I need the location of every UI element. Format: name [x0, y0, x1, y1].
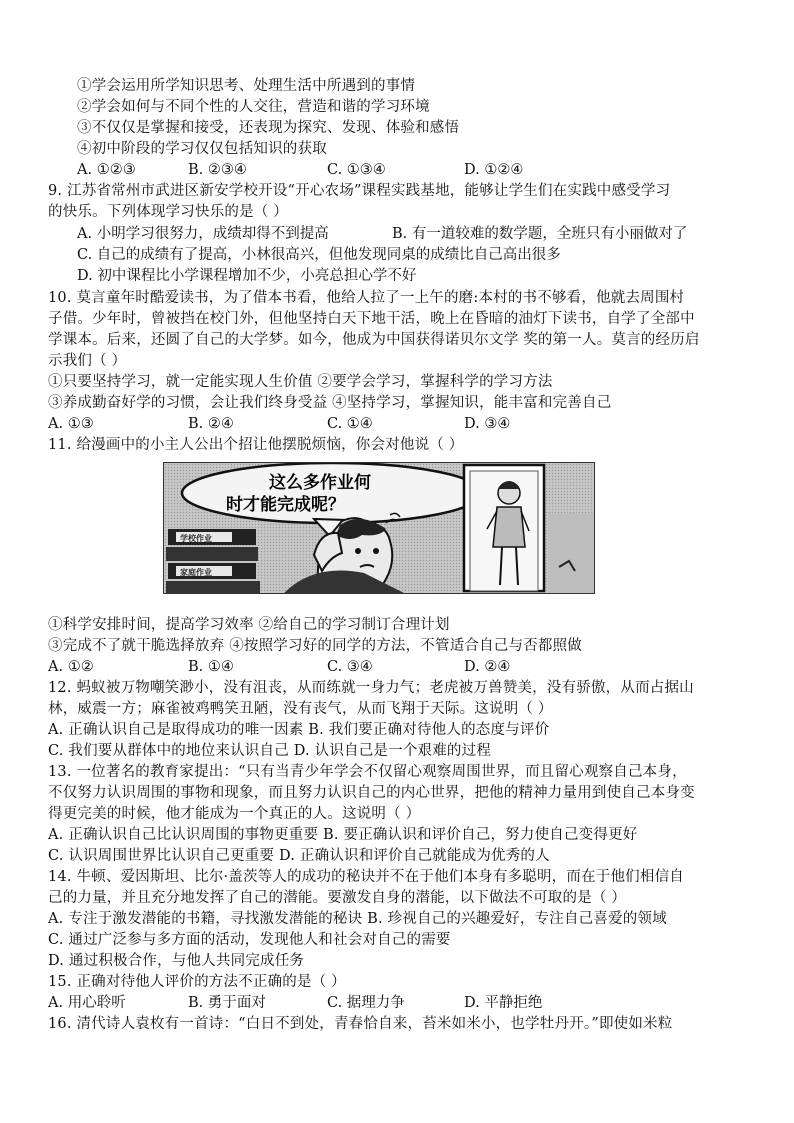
- q14-stem-line-2: 己的力量，并且充分地发挥了自己的潜能。要激发自身的潜能，以下做法不可取的是（ ）: [48, 890, 627, 906]
- q13-options-ab: A. 正确认识自己比认识周围的事物更重要 B. 要正确认识和评价自己，努力使自己变得更好: [48, 827, 638, 843]
- q10-stem-line-2: 子借。少年时，曾被挡在校门外，但他坚持白天下地干活，晚上在昏暗的油灯下读书，自学了全部中: [48, 311, 695, 327]
- q11-option-d: D. ②④: [464, 659, 511, 675]
- q11-item-line-2: ③完成不了就干脆选择放弃 ④按照学习好的同学的方法，不管适合自己与否都照做: [48, 638, 583, 654]
- q10-option-c: C. ①④: [327, 416, 373, 432]
- q8-item-3: ③不仅仅是掌握和接受，还表现为探究、发现、体验和感悟: [77, 120, 460, 136]
- q11-option-b: B. ①④: [188, 659, 234, 675]
- q10-option-b: B. ②④: [188, 416, 234, 432]
- book-label-school: 学校作业: [180, 534, 212, 543]
- q8-option-d: D. ①②④: [464, 162, 524, 178]
- q10-item-line-2: ③养成勤奋好学的习惯，会让我们终身受益 ④坚持学习，掌握知识，能丰富和完善自己: [48, 395, 612, 411]
- cartoon-bubble-line-2: 时才能完成呢？: [226, 495, 345, 515]
- q9-option-a: A. 小明学习很努力，成绩却得不到提高: [77, 226, 329, 242]
- q13-stem-line-2: 不仅努力认识周围的事物和现象，而且努力认识自己的内心世界，把他的精神力量用到使自己本身变: [48, 785, 695, 801]
- q8-item-4: ④初中阶段的学习仅仅包括知识的获取: [77, 141, 327, 157]
- q9-stem-line-2: 的快乐。下列体现学习快乐的是（ ）: [48, 204, 289, 220]
- q10-item-line-1: ①只要坚持学习，就一定能实现人生价值 ②要学会学习，掌握科学的学习方法: [48, 374, 553, 390]
- q11-item-line-1: ①科学安排时间，提高学习效率 ②给自己的学习制订合理计划: [48, 617, 450, 633]
- q15-option-c: C. 据理力争: [327, 995, 405, 1011]
- q12-stem-line-2: 林，威震一方；麻雀被鸡鸭笑丑陋，没有丧气，从而飞翔于天际。这说明（ ）: [48, 701, 553, 717]
- q8-option-b: B. ②③④: [188, 162, 247, 178]
- q8-option-a: A. ①②③: [77, 162, 136, 178]
- q13-stem-line-3: 得更完美的时候，他才能成为一个真正的人。这说明（ ）: [48, 806, 421, 822]
- q14-stem-line-1: 14. 牛顿、爱因斯坦、比尔·盖茨等人的成功的秘诀并不在于他们本身有多聪明，而在于他们相信自: [48, 869, 684, 885]
- q10-option-d: D. ③④: [464, 416, 511, 432]
- q10-stem-line-1: 10. 莫言童年时酷爱读书，为了借本书看，他给人拉了一上午的磨:本村的书不够看，他就去周围村: [48, 290, 685, 306]
- q9-stem-line-1: 9. 江苏省常州市武进区新安学校开设“开心农场”课程实践基地，能够让学生们在实践中感受学习: [48, 183, 671, 199]
- q9-option-c: C. 自己的成绩有了提高，小林很高兴，但他发现同桌的成绩比自己高出很多: [77, 247, 561, 263]
- q8-item-2: ②学会如何与不同个性的人交往，营造和谐的学习环境: [77, 99, 430, 115]
- q11-stem: 11. 给漫画中的小主人公出个招让他摆脱烦恼，你会对他说（ ）: [48, 437, 464, 453]
- q8-item-1: ①学会运用所学知识思考、处理生活中所遇到的事情: [77, 78, 416, 94]
- q10-option-a: A. ①③: [48, 416, 94, 432]
- q9-option-b: B. 有一道较难的数学题，全班只有小丽做对了: [392, 226, 688, 242]
- q10-stem-line-4: 示我们（ ）: [48, 353, 127, 369]
- cartoon-bubble-line-1: 这么多作业何: [269, 473, 371, 493]
- q15-option-b: B. 勇于面对: [188, 995, 266, 1011]
- q13-options-cd: C. 认识周围世界比认识自己更重要 D. 正确认识和评价自己就能成为优秀的人: [48, 848, 550, 864]
- q15-stem: 15. 正确对待他人评价的方法不正确的是（ ）: [48, 974, 346, 990]
- q10-stem-line-3: 学课本。后来，还圆了自己的大学梦。如今，他成为中国获得诺贝尔文学 奖的第一人。莫言的经历启: [48, 332, 700, 348]
- q11-option-a: A. ①②: [48, 659, 94, 675]
- q8-option-c: C. ①③④: [327, 162, 386, 178]
- q12-stem-line-1: 12. 蚂蚁被万物嘲笑渺小，没有沮丧，从而练就一身力气；老虎被万兽赞美，没有骄傲，从而占据山: [48, 680, 694, 696]
- cartoon-image: [163, 462, 595, 594]
- book-label-home: 家庭作业: [180, 568, 212, 577]
- book-stack: [166, 529, 260, 593]
- q15-option-d: D. 平静拒绝: [464, 995, 543, 1011]
- q14-option-c: C. 通过广泛参与多方面的活动，发现他人和社会对自己的需要: [48, 932, 451, 948]
- q12-options-ab: A. 正确认识自己是取得成功的唯一因素 B. 我们要正确对待他人的态度与评价: [48, 722, 550, 738]
- q14-options-ab: A. 专注于激发潜能的书籍，寻找激发潜能的秘诀 B. 珍视自己的兴趣爱好，专注自己喜爱的领域: [48, 911, 667, 927]
- q13-stem-line-1: 13. 一位著名的教育家提出：“只有当青少年学会不仅留心观察周围世界，而且留心观察自己本身，: [48, 764, 687, 780]
- q9-option-d: D. 初中课程比小学课程增加不少，小亮总担心学不好: [77, 268, 417, 284]
- q16-stem: 16. 清代诗人袁枚有一首诗：“白日不到处，青春恰自来，苔米如米小，也学牡丹开。”即使如米粒: [48, 1016, 673, 1032]
- q14-option-d: D. 通过积极合作，与他人共同完成任务: [48, 953, 305, 969]
- q15-option-a: A. 用心聆听: [48, 995, 126, 1011]
- q12-options-cd: C. 我们要从群体中的地位来认识自己 D. 认识自己是一个艰难的过程: [48, 743, 492, 759]
- q11-option-c: C. ③④: [327, 659, 373, 675]
